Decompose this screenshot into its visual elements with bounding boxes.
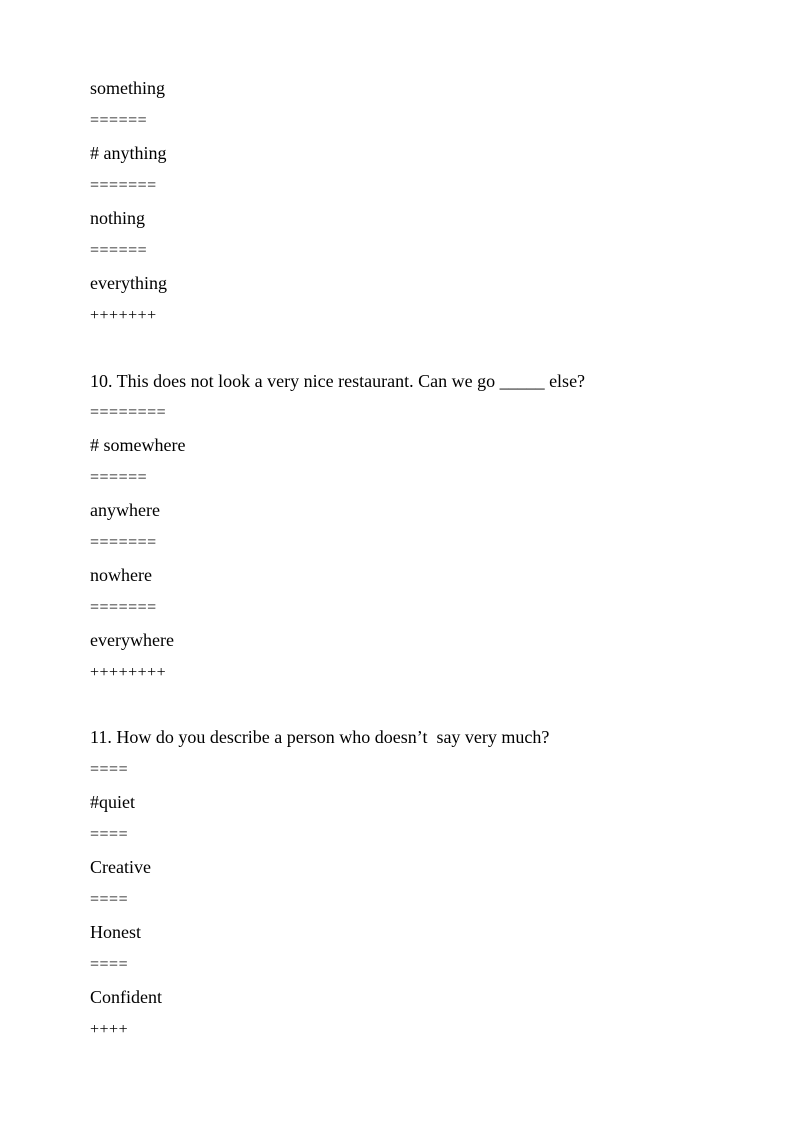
separator: ==== <box>90 761 129 778</box>
separator: ====== <box>90 112 148 129</box>
option-text: everything <box>90 273 167 293</box>
option-text: nowhere <box>90 565 152 585</box>
option-text: anywhere <box>90 500 160 520</box>
separator: ======= <box>90 599 157 616</box>
option-text: Honest <box>90 922 141 942</box>
separator: ==== <box>90 891 129 908</box>
question-11: 11. How do you describe a person who doesn’t say very much? <box>90 727 550 747</box>
end-marker: ++++++++ <box>90 664 167 681</box>
option-text: everywhere <box>90 630 174 650</box>
option-text: something <box>90 78 165 98</box>
end-marker: +++++++ <box>90 307 157 324</box>
end-marker: ++++ <box>90 1021 129 1038</box>
separator: ==== <box>90 826 129 843</box>
option-text-correct: # anything <box>90 143 167 163</box>
option-text: nothing <box>90 208 146 228</box>
separator: ====== <box>90 242 148 259</box>
separator: ====== <box>90 469 148 486</box>
separator: ======== <box>90 404 167 421</box>
option-text: Confident <box>90 987 162 1007</box>
question-10: 10. This does not look a very nice restaurant. Can we go _____ else? <box>90 371 586 391</box>
separator: ======= <box>90 177 157 194</box>
separator: ======= <box>90 534 157 551</box>
option-text-correct: #quiet <box>90 792 135 812</box>
separator: ==== <box>90 956 129 973</box>
option-text: Creative <box>90 857 151 877</box>
option-text-correct: # somewhere <box>90 435 186 455</box>
